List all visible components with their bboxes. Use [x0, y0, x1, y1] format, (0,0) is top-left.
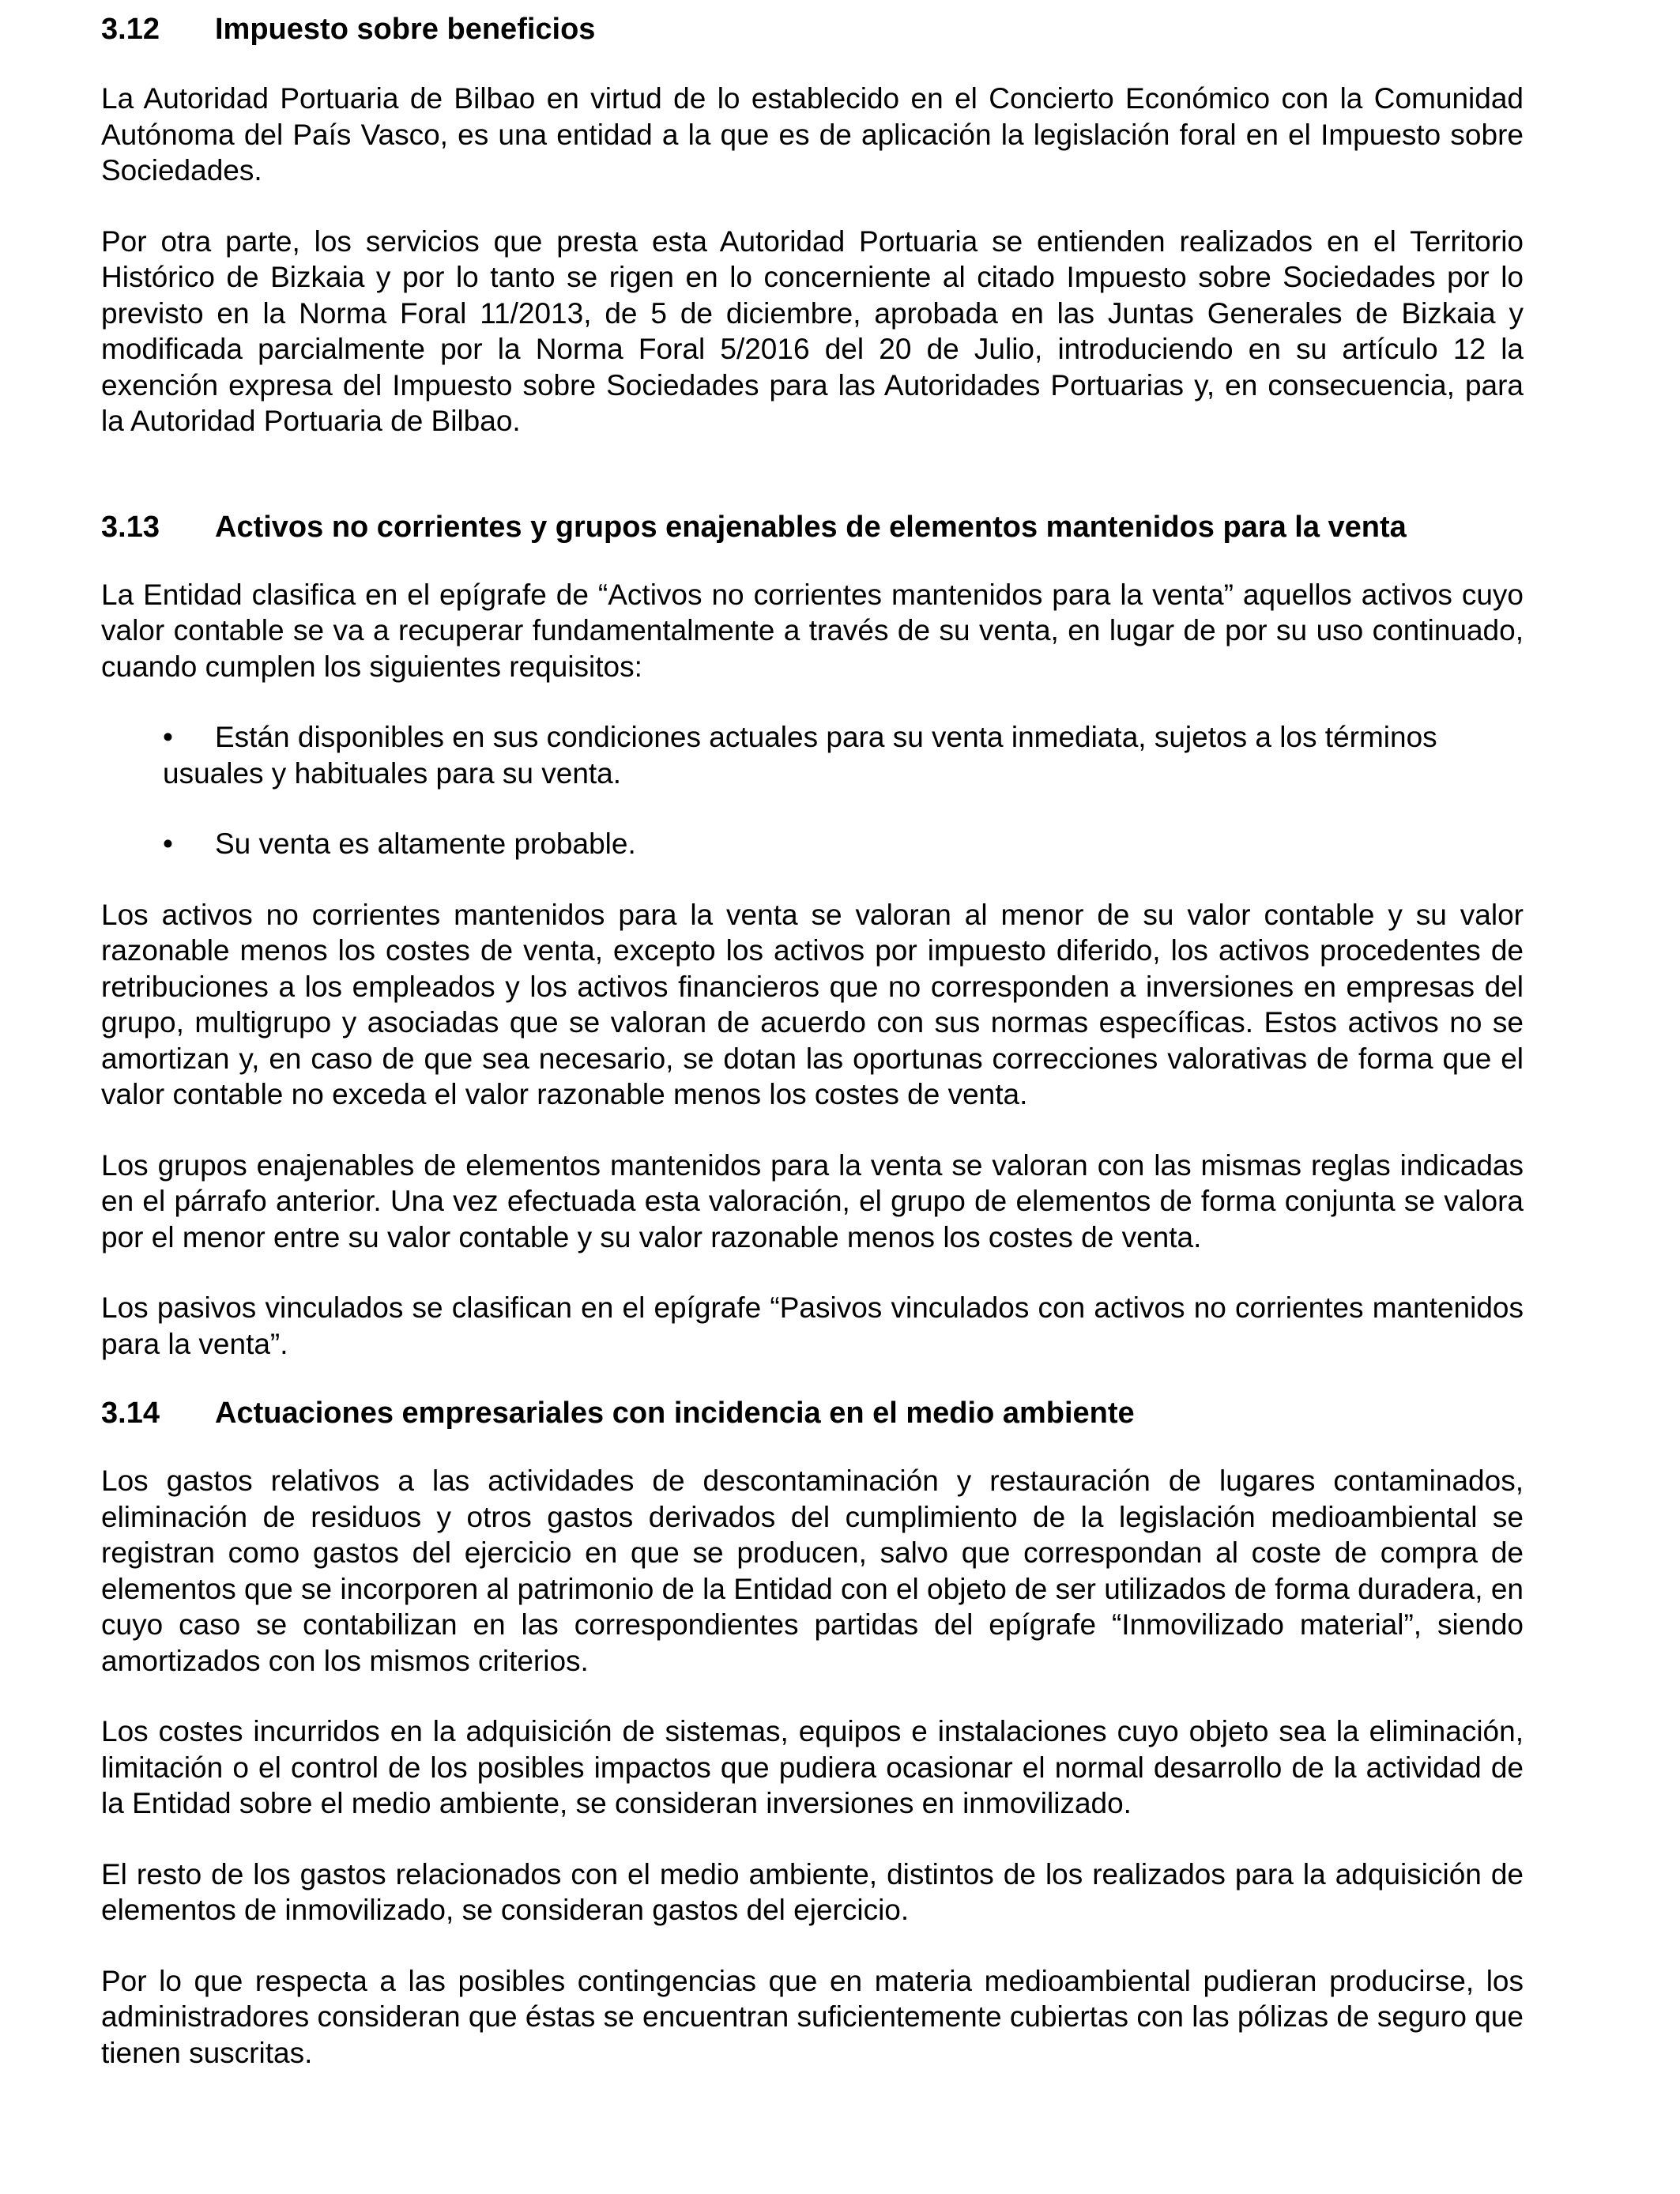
paragraph: Los grupos enajenables de elementos mantenidos para la venta se valoran con las mismas reglas indicadas en el párrafo anterior. Una vez efectuada esta valoración, el grupo de elementos de forma conjunta se valora por el menor entre su valor contable y su valor razonable menos los costes de venta.	[101, 1148, 1524, 1253]
paragraph: El resto de los gastos relacionados con el medio ambiente, distintos de los realizados para la adquisición de elementos de inmovilizado, se consideran gastos del ejercicio.	[101, 1857, 1524, 1926]
section-number: 3.14	[101, 1397, 160, 1430]
paragraph: Los pasivos vinculados se clasifican en el epígrafe “Pasivos vinculados con activos no corrientes mantenidos para la venta”.	[101, 1291, 1524, 1360]
section-number: 3.12	[101, 13, 160, 46]
section-title: Activos no corrientes y grupos enajenables de elementos mantenidos para la venta	[215, 510, 1407, 544]
paragraph: Los gastos relativos a las actividades de descontaminación y restauración de lugares contaminados, eliminación de residuos y otros gastos derivados del cumplimiento de la legislación medioambiental se registran como gastos del ejercicio en que se producen, salvo que correspondan al coste de compra de elementos que se incorporen al patrimonio de la Entidad con el objeto de ser utilizados de forma duradera, en cuyo caso se contabilizan en las correspondientes partidas del epígrafe “Inmovilizado material”, siendo amortizados con los mismos criterios.	[101, 1465, 1524, 1677]
document-page	[101, 11, 1524, 2071]
bullet-icon: •	[163, 721, 173, 753]
section-heading-3-14	[101, 1395, 1524, 1431]
paragraph: Por lo que respecta a las posibles contingencias que en materia medioambiental pudieran producirse, los administradores consideran que éstas se encuentran suficientemente cubiertas con las pólizas de seguro que tienen suscritas.	[101, 1964, 1524, 2069]
bullet-icon: •	[163, 827, 173, 860]
bullet-item	[163, 826, 1462, 862]
paragraph: Por otra parte, los servicios que presta esta Autoridad Portuaria se entienden realizados en el Territorio Histórico de Bizkaia y por lo tanto se rigen en lo concerniente al citado Impuesto sobre Sociedades por lo previsto en la Norma Foral 11/2013, de 5 de diciembre, aprobada en las Juntas Generales de Bizkaia y modificada parcialmente por la Norma Foral 5/2016 del 20 de Julio, introduciendo en su artículo 12 la exención expresa del Impuesto sobre Sociedades para las Autoridades Portuarias y, en consecuencia, para la Autoridad Portuaria de Bilbao.	[101, 224, 1524, 437]
section-heading-3-13	[101, 509, 1524, 545]
section-title: Impuesto sobre beneficios	[215, 13, 596, 46]
bullet-text: Están disponibles en sus condiciones actuales para su venta inmediata, sujetos a los términos usuales y habituales para su venta.	[163, 721, 1437, 790]
bullet-text: Su venta es altamente probable.	[215, 827, 636, 860]
section-title: Actuaciones empresariales con incidencia en el medio ambiente	[215, 1397, 1135, 1430]
paragraph: Los costes incurridos en la adquisición de sistemas, equipos e instalaciones cuyo objeto sea la eliminación, limitación o el control de los posibles impactos que pudiera ocasionar el normal desarrollo de la actividad de la Entidad sobre el medio ambiente, se consideran inversiones en inmovilizado.	[101, 1715, 1524, 1819]
section-heading-3-12	[101, 11, 1524, 47]
paragraph: La Autoridad Portuaria de Bilbao en virtud de lo establecido en el Concierto Económico con la Comunidad Autónoma del País Vasco, es una entidad a la que es de aplicación la legislación foral en el Impuesto sobre Sociedades.	[101, 82, 1524, 187]
bullet-item	[163, 719, 1462, 791]
paragraph: Los activos no corrientes mantenidos para la venta se valoran al menor de su valor contable y su valor razonable menos los costes de venta, excepto los activos por impuesto diferido, los activos procedentes de retribuciones a los empleados y los activos financieros que no corresponden a inversiones en empresas del grupo, multigrupo y asociadas que se valoran de acuerdo con sus normas específicas. Estos activos no se amortizan y, en caso de que sea necesario, se dotan las oportunas correcciones valorativas de forma que el valor contable no exceda el valor razonable menos los costes de venta.	[101, 898, 1524, 1110]
paragraph: La Entidad clasifica en el epígrafe de “Activos no corrientes mantenidos para la venta” aquellos activos cuyo valor contable se va a recuperar fundamentalmente a través de su venta, en lugar de por su uso continuado, cuando cumplen los siguientes requisitos:	[101, 578, 1524, 683]
section-number: 3.13	[101, 510, 160, 544]
